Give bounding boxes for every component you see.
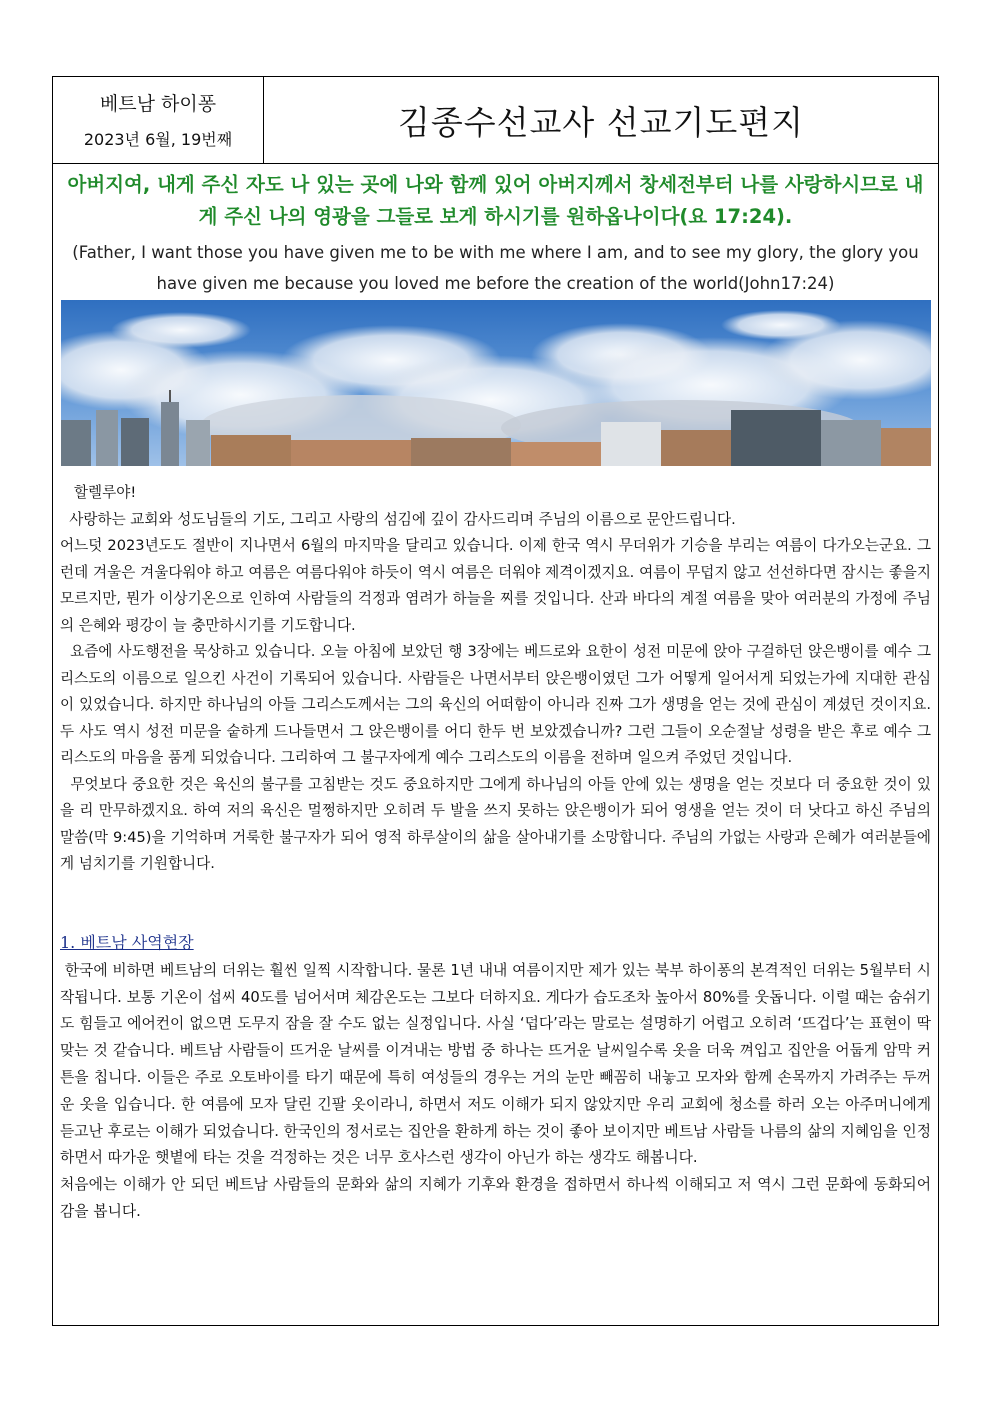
letter-frame [52, 76, 939, 1326]
section-title: 1. 베트남 사역현장 [60, 933, 194, 952]
greeting: 할렐루야! [73, 484, 137, 501]
photo-illustration [61, 300, 931, 466]
verse-english: (Father, I want those you have given me to be with me where I am, and to see my glory, the glory you have given me because you loved me before the creation of the world(John17:24) [72, 243, 919, 293]
date-label: 2023년 6월, 19번째 [83, 130, 233, 149]
letter-body [60, 480, 931, 878]
letter-header [53, 77, 938, 164]
paragraph-4: 무엇보다 중요한 것은 육신의 불구를 고침받는 것도 중요하지만 그에게 하나님의 아들 안에 있는 생명을 얻는 것보다 더 중요한 것이 있을 리 만무하겠지요. 하여 저의 육신은 멀쩡하지만 오히려 두 발을 쓰지 못하는 앉은뱅이가 되어 영생을 얻는 것이 더 낫다고 하신 주님의 말씀(막 9:45)을 기억하며 거룩한 불구자가 되어 영적 하루살이의 삶을 살아내기를 소망합니다. 주님의 가없는 사랑과 은혜가 여러분들에게 넘치기를 기원합니다. [60, 775, 931, 872]
sky-cityscape-photo [61, 300, 931, 466]
location-label: 베트남 하이퐁 [99, 93, 217, 115]
section-vietnam-ministry [60, 930, 931, 1226]
verse-korean: 아버지여, 내게 주신 자도 나 있는 곳에 나와 함께 있어 아버지께서 창세전부터 나를 사랑하시므로 내게 주신 나의 영광을 그들로 보게 하시기를 원하옵나이다(요 17:24). [67, 173, 924, 228]
paragraph-2: 어느덧 2023년도도 절반이 지나면서 6월의 마지막을 달리고 있습니다. 이제 한국 역시 무더위가 기승을 부리는 여름이 다가오는군요. 그런데 겨울은 겨울다워야 하고 여름은 여름다워야 하듯이 역시 여름은 더워야 제격이겠지요. 여름이 무덥지 않고 선선하다면 잠시는 좋을지 모르지만, 뭔가 이상기온으로 인하여 사람들의 걱정과 염려가 하늘을 찌를 것입니다. 산과 바다의 계절 여름을 맞아 여러분의 가정에 주님의 은혜와 평강이 늘 충만하시기를 기도합니다. [60, 537, 931, 634]
paragraph-3: 요즘에 사도행전을 묵상하고 있습니다. 오늘 아침에 보았던 행 3장에는 베드로와 요한이 성전 미문에 앉아 구걸하던 앉은뱅이를 예수 그리스도의 이름으로 일으킨 사건이 기록되어 있습니다. 사람들은 나면서부터 앉은뱅이였던 그가 어떻게 일어서게 되었는가에 지대한 관심이 있었습니다. 하지만 하나님의 아들 그리스도께서는 그의 육신의 어떠함이 아니라 진짜 그가 생명을 얻는 것에 관심이 계셨던 것이지요. 두 사도 역시 성전 미문을 숱하게 드나들면서 그 앉은뱅이를 어디 한두 번 보았겠습니까? 그런 그들이 오순절날 성령을 받은 후로 예수 그리스도의 마음을 품게 되었습니다. 그리하여 그 불구자에게 예수 그리스도의 이름을 전하며 일으켜 주었던 것입니다. [60, 643, 932, 766]
paragraph-1: 사랑하는 교회와 성도님들의 기도, 그리고 사랑의 섬김에 깊이 감사드리며 주님의 이름으로 문안드립니다. [69, 510, 736, 528]
header-info-box [53, 77, 264, 163]
letter-title: 김종수선교사 선교기도편지 [397, 102, 805, 142]
section-paragraph-2: 처음에는 이해가 안 되던 베트남 사람들의 문화와 삶의 지혜가 기후와 환경을 접하면서 하나씩 이해되고 저 역시 그런 문화에 동화되어 감을 봅니다. [60, 1176, 931, 1220]
section-paragraph-1: 한국에 비하면 베트남의 더위는 훨씬 일찍 시작합니다. 물론 1년 내내 여름이지만 제가 있는 북부 하이퐁의 본격적인 더위는 5월부터 시작됩니다. 보통 기온이 섭씨 40도를 넘어서며 체감온도는 그보다 더하지요. 게다가 습도조차 높아서 80%를 웃돕니다. 이럴 때는 숨쉬기도 힘들고 에어컨이 없으면 도무지 잠을 잘 수도 없는 실정입니다. 사실 ‘덥다’라는 말로는 설명하기 어렵고 오히려 ‘뜨겁다’는 표현이 딱 맞는 것 같습니다. 베트남 사람들이 뜨거운 날씨를 이겨내는 방법 중 하나는 뜨거운 날씨일수록 옷을 더욱 껴입고 집안을 어둡게 암막 커튼을 칩니다. 이들은 주로 오토바이를 타기 때문에 특히 여성들의 경우는 거의 눈만 빼꼼히 내놓고 모자와 함께 손목까지 가려주는 두꺼운 옷을 입습니다. 한 여름에 모자 달린 긴팔 옷이라니, 하면서 저도 이해가 되지 않았지만 우리 교회에 청소를 하러 오는 아주머니에게 듣고난 후로는 이해가 되었습니다. 한국인의 정서로는 집안을 환하게 하는 것이 좋아 보이지만 베트남 사람들 나름의 삶의 지혜임을 인정하면서 따가운 햇볕에 타는 것을 걱정하는 것은 너무 호사스런 생각이 아닌가 하는 생각도 해봅니다. [60, 961, 931, 1167]
